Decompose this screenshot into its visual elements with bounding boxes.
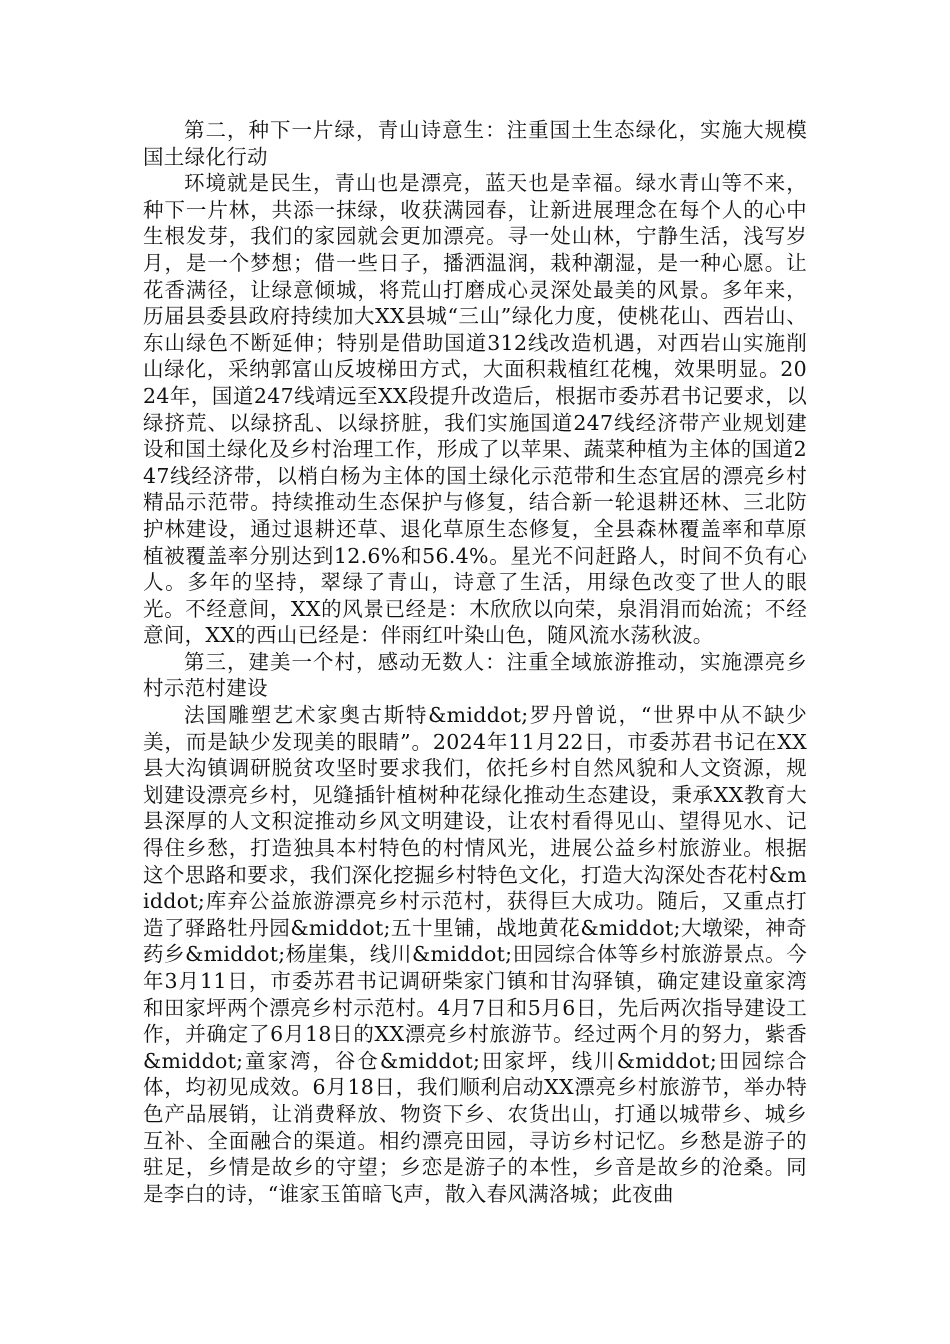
section-heading-2: 第二，种下一片绿，青山诗意生：注重国土生态绿化，实施大规模国土绿化行动 [143,118,807,169]
body-paragraph-2: 法国雕塑艺术家奥古斯特&middot;罗丹曾说，“世界中从不缺少美，而是缺少发现美的眼睛”。2024年11月22日，市委苏君书记在XX县大沟镇调研脱贫攻坚时要求我们，依托乡村自然风貌和人文资源，规划建设漂亮乡村，见缝插针植树种花绿化推动生态建设，秉承XX教育大县深厚的人文积淀推动乡风文明建设，让农村看得见山、望得见水、记得住乡愁，打造独具本村特色的村情风光，进展公益乡村旅游业。根据这个思路和要求，我们深化挖掘乡村特色文化，打造大沟深处杏花村&middot;库弃公益旅游漂亮乡村示范村，获得巨大成功。随后，又重点打造了驿路牡丹园&middot;五十里铺，战地黄花&middot;大墩梁，神奇药乡&middot;杨崖集，线川&middot;田园综合体等乡村旅游景点。今年3月11日，市委苏君书记调研柴家门镇和甘沟驿镇，确定建设童家湾和田家坪两个漂亮乡村示范村。4月7日和5月6日，先后两次指导建设工作，并确定了6月18日的XX漂亮乡村旅游节。经过两个月的努力，紫香&middot;童家湾，谷仓&middot;田家坪，线川&middot;田园综合体，均初见成效。6月18日，我们顺利启动XX漂亮乡村旅游节，举办特色产品展销，让消费释放、物资下乡、农货出山，打通以城带乡、城乡互补、全面融合的渠道。相约漂亮田园，寻访乡村记忆。乡愁是游子的驻足，乡情是故乡的守望；乡恋是游子的本性，乡音是故乡的沧桑。同是李白的诗，“谁家玉笛暗飞声，散入春风满洛城；此夜曲 [143,703,807,1206]
body-paragraph-1: 环境就是民生，青山也是漂亮，蓝天也是幸福。绿水青山等不来，种下一片林，共添一抹绿，收获满园春，让新进展理念在每个人的心中生根发芽，我们的家园就会更加漂亮。寻一处山林，宁静生活，浅写岁月，是一个梦想；借一些日子，播洒温润，栽种潮湿，是一种心愿。让花香满径，让绿意倾城，将荒山打磨成心灵深处最美的风景。多年来，历届县委县政府持续加大XX县城“三山”绿化力度，使桃花山、西岩山、东山绿色不断延伸；特别是借助国道312线改造机遇，对西岩山实施削山绿化，采纳郭富山反坡梯田方式，大面积栽植红花槐，效果明显。2024年，国道247线靖远至XX段提升改造后，根据市委苏君书记要求，以绿挤荒、以绿挤乱、以绿挤脏，我们实施国道247线经济带产业规划建设和国土绿化及乡村治理工作，形成了以苹果、蔬菜种植为主体的国道247线经济带，以梢白杨为主体的国土绿化示范带和生态宜居的漂亮乡村精品示范带。持续推动生态保护与修复，结合新一轮退耕还林、三北防护林建设，通过退耕还草、退化草原生态修复，全县森林覆盖率和草原植被覆盖率分别达到12.6%和56.4%。星光不问赶路人，时间不负有心人。多年的坚持，翠绿了青山，诗意了生活，用绿色改变了世人的眼光。不经意间，XX的风景已经是：木欣欣以向荣，泉涓涓而始流；不经意间，XX的西山已经是：伴雨红叶染山色，随风流水荡秋波。 [143,171,807,648]
document-body [143,117,807,1207]
section-heading-3: 第三，建美一个村，感动无数人：注重全域旅游推动，实施漂亮乡村示范村建设 [143,649,807,701]
